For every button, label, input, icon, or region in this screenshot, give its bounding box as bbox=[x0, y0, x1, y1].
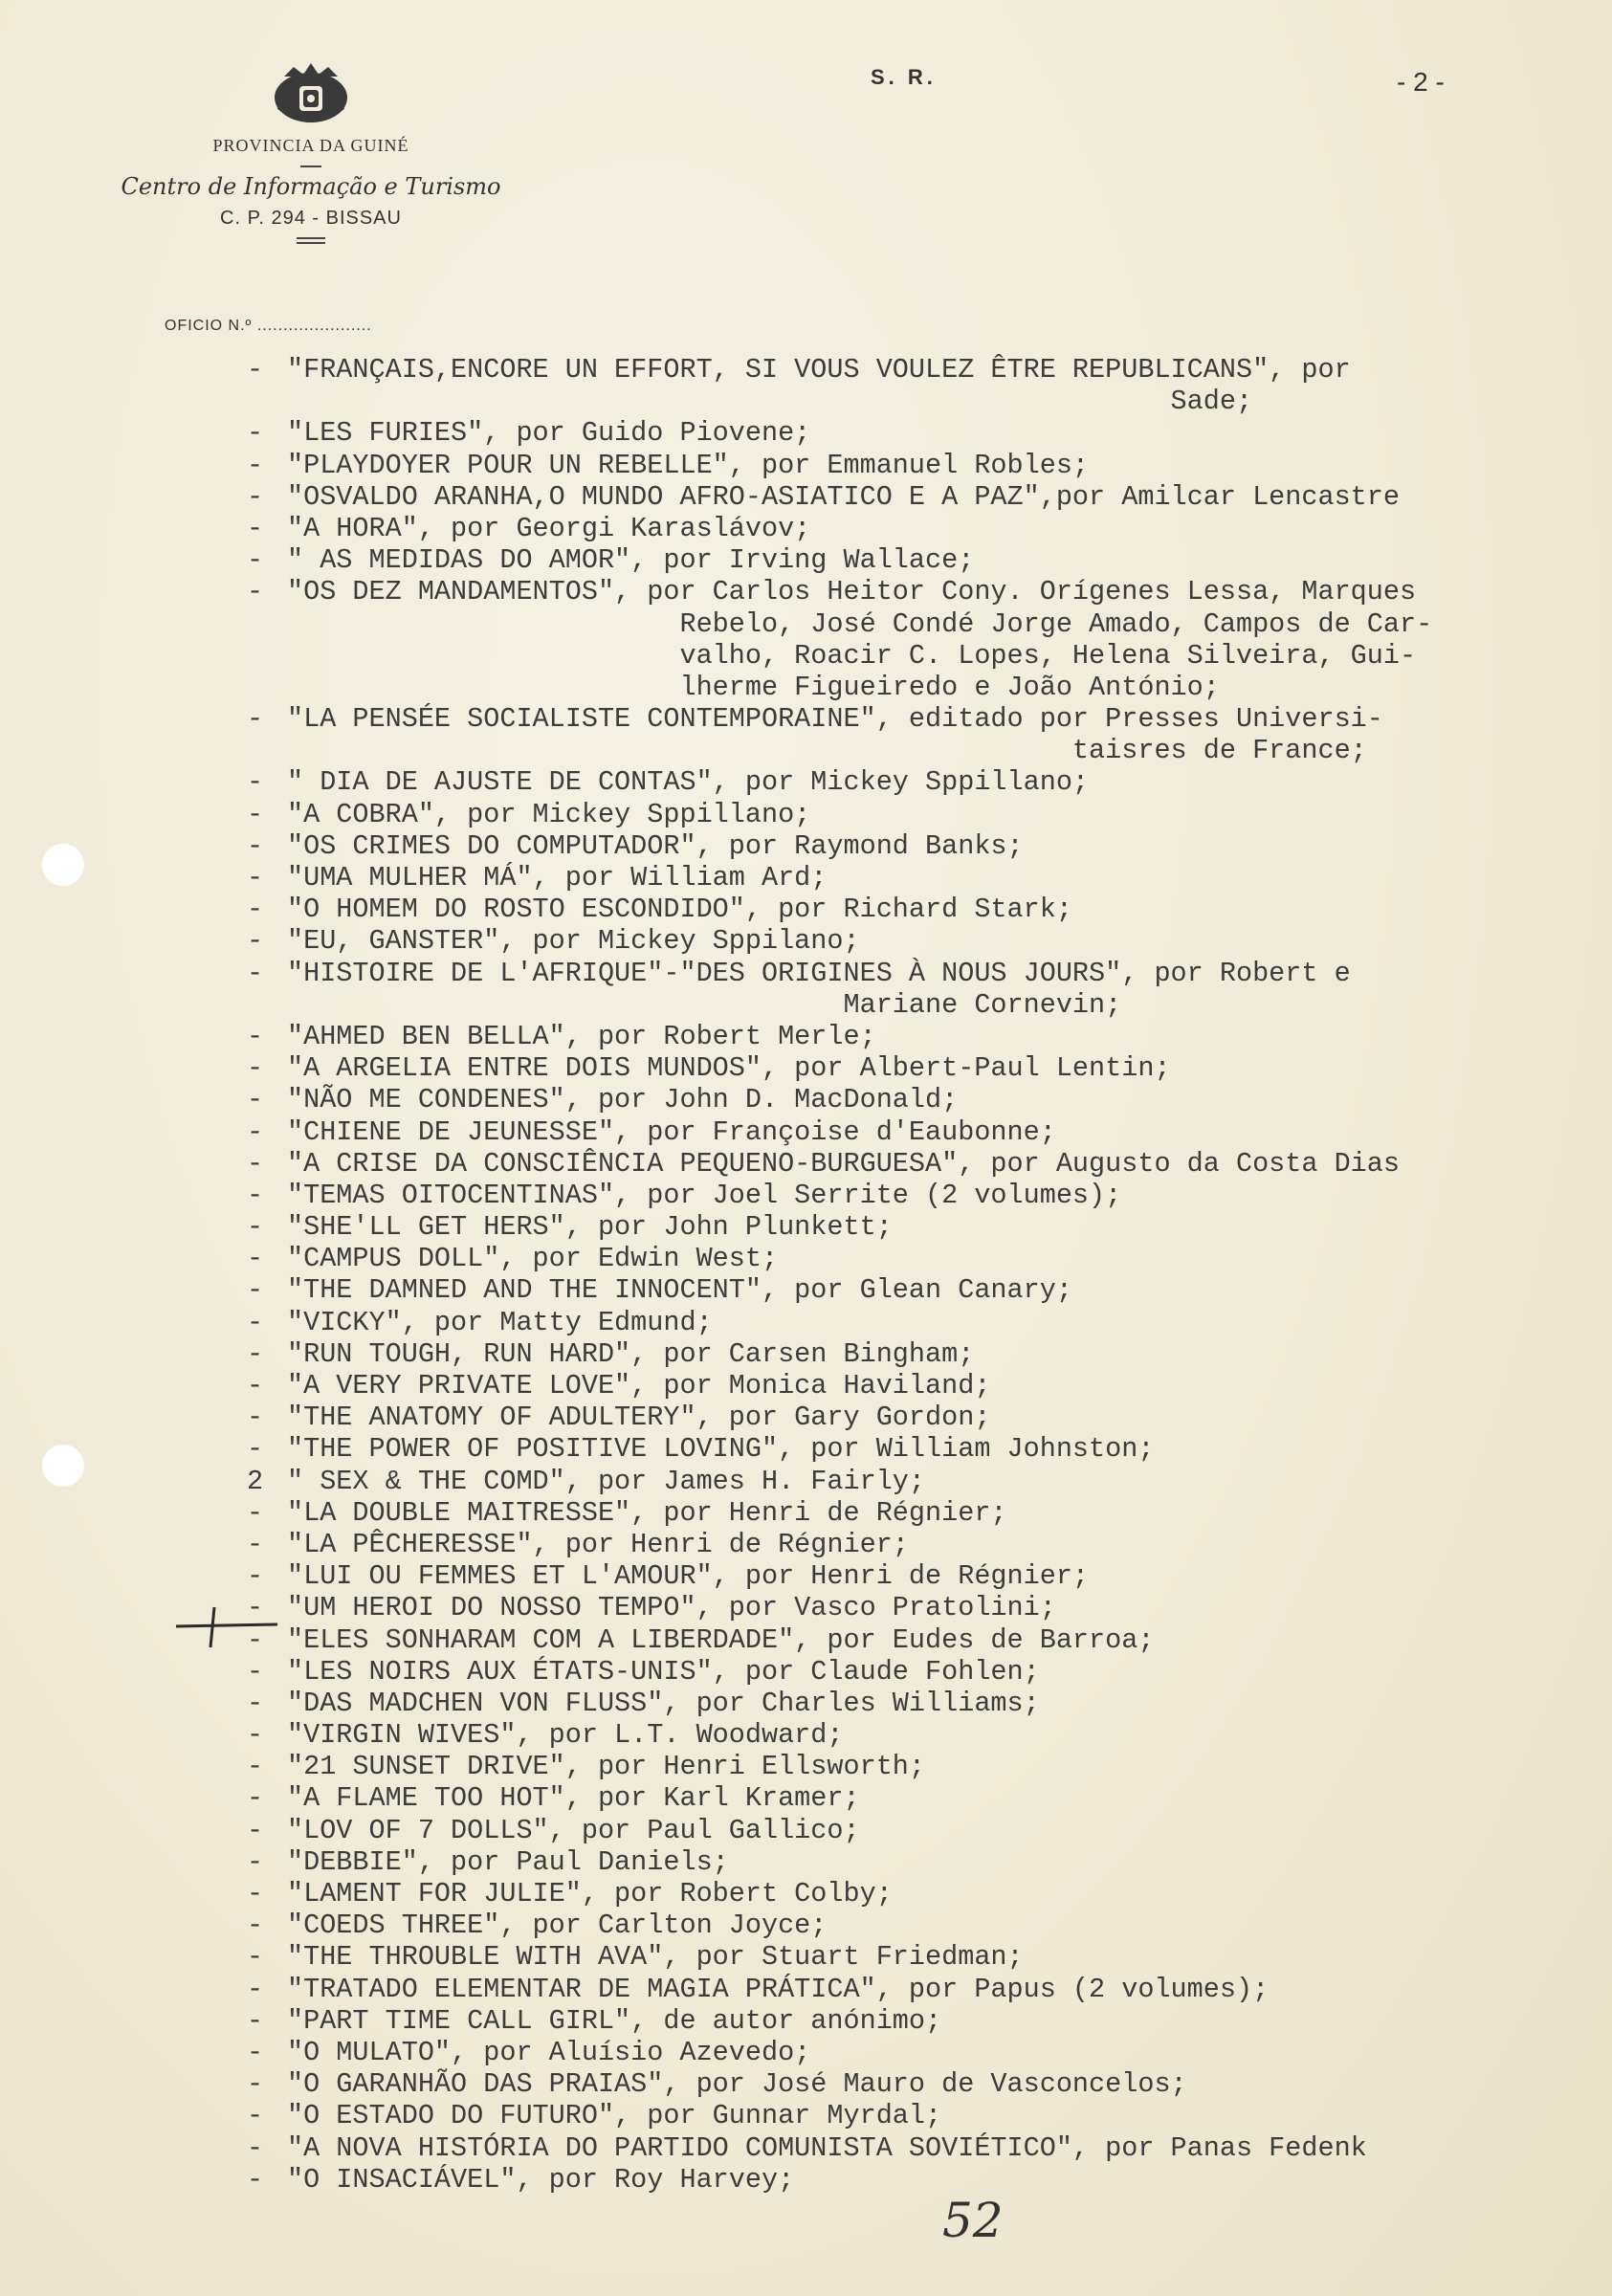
handwritten-cross-mark bbox=[172, 1603, 287, 1651]
list-item-text: "PLAYDOYER POUR UN REBELLE", por Emmanuel Robles; bbox=[287, 449, 1090, 481]
list-item bbox=[0, 1370, 1612, 1402]
list-item-bullet: - bbox=[247, 2100, 264, 2132]
list-item bbox=[0, 1211, 1612, 1243]
list-item bbox=[0, 894, 1612, 925]
list-item-text: valho, Roacir C. Lopes, Helena Silveira, Gui- bbox=[287, 639, 1417, 672]
list-item bbox=[0, 799, 1612, 830]
list-item-bullet: - bbox=[247, 766, 264, 799]
list-item-bullet: - bbox=[247, 1973, 264, 2005]
list-item bbox=[0, 2164, 1612, 2196]
list-item-text: "SHE'LL GET HERS", por John Plunkett; bbox=[287, 1211, 893, 1244]
list-item-text: "O INSACIÁVEL", por Roy Harvey; bbox=[287, 2163, 795, 2196]
list-item-text: taisres de France; bbox=[287, 735, 1367, 767]
list-item bbox=[0, 544, 1612, 576]
list-item-bullet: - bbox=[247, 1496, 264, 1529]
list-item-text: "LA PÊCHERESSE", por Henri de Régnier; bbox=[287, 1528, 909, 1560]
list-item-text: "A HORA", por Georgi Karaslávov; bbox=[287, 512, 811, 544]
list-item-bullet: - bbox=[247, 544, 264, 577]
list-item bbox=[0, 1402, 1612, 1433]
list-item-text: "EU, GANSTER", por Mickey Sppilano; bbox=[287, 925, 860, 958]
list-item bbox=[0, 2068, 1612, 2100]
page-number: - 2 - bbox=[1397, 67, 1445, 97]
list-item bbox=[0, 735, 1612, 766]
list-item-text: "PART TIME CALL GIRL", de autor anónimo; bbox=[287, 2004, 942, 2037]
list-item-bullet: - bbox=[247, 1211, 264, 1244]
list-item-text: "A NOVA HISTÓRIA DO PARTIDO COMUNISTA SOVIÉTICO", por Panas Fedenk bbox=[287, 2131, 1367, 2164]
list-item-bullet: - bbox=[247, 1941, 264, 1974]
list-item-bullet: - bbox=[247, 1020, 264, 1052]
list-item bbox=[0, 1466, 1612, 1497]
handwritten-page-number: 52 bbox=[942, 2193, 1004, 2248]
list-item bbox=[0, 1274, 1612, 1306]
list-item-bullet: - bbox=[247, 1084, 264, 1116]
list-item bbox=[0, 703, 1612, 735]
list-item-text: "LA DOUBLE MAITRESSE", por Henri de Régnier; bbox=[287, 1496, 1007, 1529]
list-item-bullet: - bbox=[247, 1910, 264, 1942]
oficio-number-label: OFICIO N.º ...................... bbox=[165, 318, 372, 334]
list-item bbox=[0, 1243, 1612, 1274]
list-item-bullet: - bbox=[247, 925, 264, 958]
list-item bbox=[0, 1180, 1612, 1211]
list-item bbox=[0, 2005, 1612, 2037]
list-item-text: Sade; bbox=[287, 386, 1253, 418]
list-item-bullet: - bbox=[247, 1243, 264, 1275]
list-item bbox=[0, 1910, 1612, 1941]
list-item-text: "DEBBIE", por Paul Daniels; bbox=[287, 1845, 729, 1878]
list-item bbox=[0, 1148, 1612, 1180]
list-item-text: "LAMENT FOR JULIE", por Robert Colby; bbox=[287, 1878, 893, 1910]
list-item bbox=[0, 1338, 1612, 1370]
list-item-bullet: - bbox=[247, 1751, 264, 1783]
list-item-bullet: - bbox=[247, 1306, 264, 1338]
letterhead-address: C. P. 294 - BISSAU bbox=[220, 208, 402, 229]
coat-of-arms-icon bbox=[265, 57, 357, 128]
list-item bbox=[0, 1116, 1612, 1148]
list-item bbox=[0, 1878, 1612, 1910]
list-item-text: "LOV OF 7 DOLLS", por Paul Gallico; bbox=[287, 1814, 860, 1846]
list-item bbox=[0, 608, 1612, 640]
list-item-bullet: - bbox=[247, 703, 264, 736]
list-item-text: lherme Figueiredo e João António; bbox=[287, 671, 1220, 703]
list-item bbox=[0, 1751, 1612, 1782]
list-item-text: "LES NOIRS AUX ÉTATS-UNIS", por Claude Fohlen; bbox=[287, 1655, 1040, 1688]
list-item-text: "VIRGIN WIVES", por L.T. Woodward; bbox=[287, 1719, 844, 1752]
list-item bbox=[0, 1941, 1612, 1973]
list-item-bullet: - bbox=[247, 1337, 264, 1370]
list-item-text: " AS MEDIDAS DO AMOR", por Irving Wallace; bbox=[287, 544, 975, 577]
letterhead-underline bbox=[297, 237, 325, 239]
list-item-bullet: - bbox=[247, 1115, 264, 1148]
list-item-bullet: 2 bbox=[247, 1465, 264, 1497]
letterhead-province: PROVINCIA DA GUINÉ bbox=[212, 136, 409, 155]
list-item-bullet: - bbox=[247, 798, 264, 830]
list-item-bullet: - bbox=[247, 1274, 264, 1307]
list-item-bullet: - bbox=[247, 2036, 264, 2068]
list-item-text: "OSVALDO ARANHA,O MUNDO AFRO-ASIATICO E A PAZ",por Amilcar Lencastre bbox=[287, 480, 1400, 513]
list-item-bullet: - bbox=[247, 1147, 264, 1180]
list-item bbox=[0, 1021, 1612, 1052]
list-item-text: " SEX & THE COMD", por James H. Fairly; bbox=[287, 1465, 926, 1497]
list-item-bullet: - bbox=[247, 1528, 264, 1560]
list-item-text: "A ARGELIA ENTRE DOIS MUNDOS", por Albert-Paul Lentin; bbox=[287, 1052, 1171, 1085]
list-item-bullet: - bbox=[247, 957, 264, 989]
list-item-text: "A FLAME TOO HOT", por Karl Kramer; bbox=[287, 1782, 860, 1815]
list-item-bullet: - bbox=[247, 1814, 264, 1846]
list-item-bullet: - bbox=[247, 829, 264, 862]
list-item-bullet: - bbox=[247, 1402, 264, 1434]
list-item-bullet: - bbox=[247, 512, 264, 544]
list-item bbox=[0, 1974, 1612, 2005]
list-item-bullet: - bbox=[247, 1433, 264, 1466]
list-item bbox=[0, 1560, 1612, 1592]
list-item bbox=[0, 1052, 1612, 1084]
list-item bbox=[0, 1497, 1612, 1529]
list-item bbox=[0, 417, 1612, 449]
list-item bbox=[0, 481, 1612, 513]
list-item-text: "CAMPUS DOLL", por Edwin West; bbox=[287, 1243, 779, 1275]
list-item-text: "FRANÇAIS,ENCORE UN EFFORT, SI VOUS VOULEZ ÊTRE REPUBLICANS", por bbox=[287, 354, 1351, 386]
list-item-bullet: - bbox=[247, 2004, 264, 2037]
list-item-bullet: - bbox=[247, 576, 264, 608]
list-item-text: "UMA MULHER MÁ", por William Ard; bbox=[287, 862, 828, 894]
list-item bbox=[0, 1529, 1612, 1560]
list-item-text: "LA PENSÉE SOCIALISTE CONTEMPORAINE", editado por Presses Universi- bbox=[287, 703, 1383, 736]
list-item-bullet: - bbox=[247, 1878, 264, 1910]
list-item-text: "ELES SONHARAM COM A LIBERDADE", por Eudes de Barroa; bbox=[287, 1623, 1155, 1656]
list-item bbox=[0, 450, 1612, 481]
list-item-text: Rebelo, José Condé Jorge Amado, Campos de Car- bbox=[287, 607, 1433, 640]
list-item-bullet: - bbox=[247, 894, 264, 926]
list-item-bullet: - bbox=[247, 1623, 264, 1656]
list-item bbox=[0, 1846, 1612, 1878]
list-item-text: " DIA DE AJUSTE DE CONTAS", por Mickey Sppillano; bbox=[287, 766, 1090, 799]
list-item bbox=[0, 1782, 1612, 1814]
list-item-text: "A CRISE DA CONSCIÊNCIA PEQUENO-BURGUESA", por Augusto da Costa Dias bbox=[287, 1147, 1400, 1180]
list-item-text: "THE DAMNED AND THE INNOCENT", por Glean Canary; bbox=[287, 1274, 1072, 1307]
list-item-text: "DAS MADCHEN VON FLUSS", por Charles Williams; bbox=[287, 1687, 1040, 1719]
list-item-bullet: - bbox=[247, 1052, 264, 1085]
list-item bbox=[0, 1433, 1612, 1465]
list-item-bullet: - bbox=[247, 449, 264, 481]
letterhead-centre: Centro de Informação e Turismo bbox=[121, 173, 501, 200]
list-item-bullet: - bbox=[247, 1592, 264, 1624]
list-item-bullet: - bbox=[247, 1655, 264, 1688]
list-item bbox=[0, 2132, 1612, 2164]
list-item-bullet: - bbox=[247, 354, 264, 386]
letterhead-divider bbox=[300, 166, 321, 167]
list-item-text: "AHMED BEN BELLA", por Robert Merle; bbox=[287, 1020, 876, 1052]
list-item bbox=[0, 576, 1612, 607]
list-item-text: "OS CRIMES DO COMPUTADOR", por Raymond Banks; bbox=[287, 829, 1024, 862]
list-item-bullet: - bbox=[247, 1560, 264, 1593]
list-item-text: "THE ANATOMY OF ADULTERY", por Gary Gordon; bbox=[287, 1402, 991, 1434]
list-item-text: "THE POWER OF POSITIVE LOVING", por William Johnston; bbox=[287, 1433, 1155, 1466]
list-item-text: "TEMAS OITOCENTINAS", por Joel Serrite (2 volumes); bbox=[287, 1179, 1122, 1211]
list-item bbox=[0, 862, 1612, 894]
list-item-text: "COEDS THREE", por Carlton Joyce; bbox=[287, 1910, 828, 1942]
list-item-text: "OS DEZ MANDAMENTOS", por Carlos Heitor Cony. Orígenes Lessa, Marques bbox=[287, 576, 1417, 608]
list-item bbox=[0, 1656, 1612, 1688]
list-item bbox=[0, 1688, 1612, 1719]
list-item-bullet: - bbox=[247, 1845, 264, 1878]
letterhead bbox=[105, 57, 517, 244]
list-item-bullet: - bbox=[247, 480, 264, 513]
list-item bbox=[0, 1307, 1612, 1338]
list-item-bullet: - bbox=[247, 2163, 264, 2196]
list-item bbox=[0, 830, 1612, 862]
list-item-bullet: - bbox=[247, 1782, 264, 1815]
list-item-text: "NÃO ME CONDENES", por John D. MacDonald; bbox=[287, 1084, 959, 1116]
list-item-bullet: - bbox=[247, 1719, 264, 1752]
list-item-text: "TRATADO ELEMENTAR DE MAGIA PRÁTICA", por Papus (2 volumes); bbox=[287, 1973, 1270, 2005]
list-item-text: "CHIENE DE JEUNESSE", por Françoise d'Eaubonne; bbox=[287, 1115, 1056, 1148]
list-item-text: "LES FURIES", por Guido Piovene; bbox=[287, 417, 811, 450]
list-item-text: "A VERY PRIVATE LOVE", por Monica Haviland; bbox=[287, 1370, 991, 1402]
list-item-text: "A COBRA", por Mickey Sppillano; bbox=[287, 798, 811, 830]
list-item-bullet: - bbox=[247, 1179, 264, 1211]
list-item-text: "O HOMEM DO ROSTO ESCONDIDO", por Richard Stark; bbox=[287, 894, 1072, 926]
list-item-text: "THE THROUBLE WITH AVA", por Stuart Friedman; bbox=[287, 1941, 1024, 1974]
list-item-bullet: - bbox=[247, 1687, 264, 1719]
list-item-text: Mariane Cornevin; bbox=[287, 988, 1122, 1021]
list-item-bullet: - bbox=[247, 417, 264, 450]
list-item-text: "O GARANHÃO DAS PRAIAS", por José Mauro de Vasconcelos; bbox=[287, 2068, 1187, 2101]
book-list bbox=[0, 354, 1612, 2196]
list-item bbox=[0, 1815, 1612, 1846]
list-item bbox=[0, 672, 1612, 703]
list-item-text: "RUN TOUGH, RUN HARD", por Carsen Bingham; bbox=[287, 1337, 975, 1370]
list-item-bullet: - bbox=[247, 862, 264, 894]
list-item bbox=[0, 766, 1612, 798]
list-item bbox=[0, 1719, 1612, 1751]
classification-mark: S. R. bbox=[871, 65, 937, 89]
list-item-text: "LUI OU FEMMES ET L'AMOUR", por Henri de Régnier; bbox=[287, 1560, 1090, 1593]
list-item bbox=[0, 925, 1612, 957]
list-item-text: "UM HEROI DO NOSSO TEMPO", por Vasco Pratolini; bbox=[287, 1592, 1056, 1624]
list-item-text: "VICKY", por Matty Edmund; bbox=[287, 1306, 713, 1338]
list-item-text: "O ESTADO DO FUTURO", por Gunnar Myrdal; bbox=[287, 2100, 942, 2132]
list-item bbox=[0, 958, 1612, 989]
list-item bbox=[0, 513, 1612, 544]
list-item-bullet: - bbox=[247, 1370, 264, 1402]
list-item bbox=[0, 989, 1612, 1021]
list-item-bullet: - bbox=[247, 2068, 264, 2101]
list-item-text: "O MULATO", por Aluísio Azevedo; bbox=[287, 2036, 811, 2068]
list-item bbox=[0, 386, 1612, 417]
list-item-text: "21 SUNSET DRIVE", por Henri Ellsworth; bbox=[287, 1751, 926, 1783]
list-item-bullet: - bbox=[247, 2131, 264, 2164]
list-item-text: "HISTOIRE DE L'AFRIQUE"-"DES ORIGINES À NOUS JOURS", por Robert e bbox=[287, 957, 1351, 989]
list-item bbox=[0, 354, 1612, 386]
list-item bbox=[0, 640, 1612, 672]
list-item bbox=[0, 1084, 1612, 1115]
list-item bbox=[0, 2037, 1612, 2068]
letterhead-underline-2 bbox=[297, 242, 325, 244]
list-item bbox=[0, 2100, 1612, 2131]
